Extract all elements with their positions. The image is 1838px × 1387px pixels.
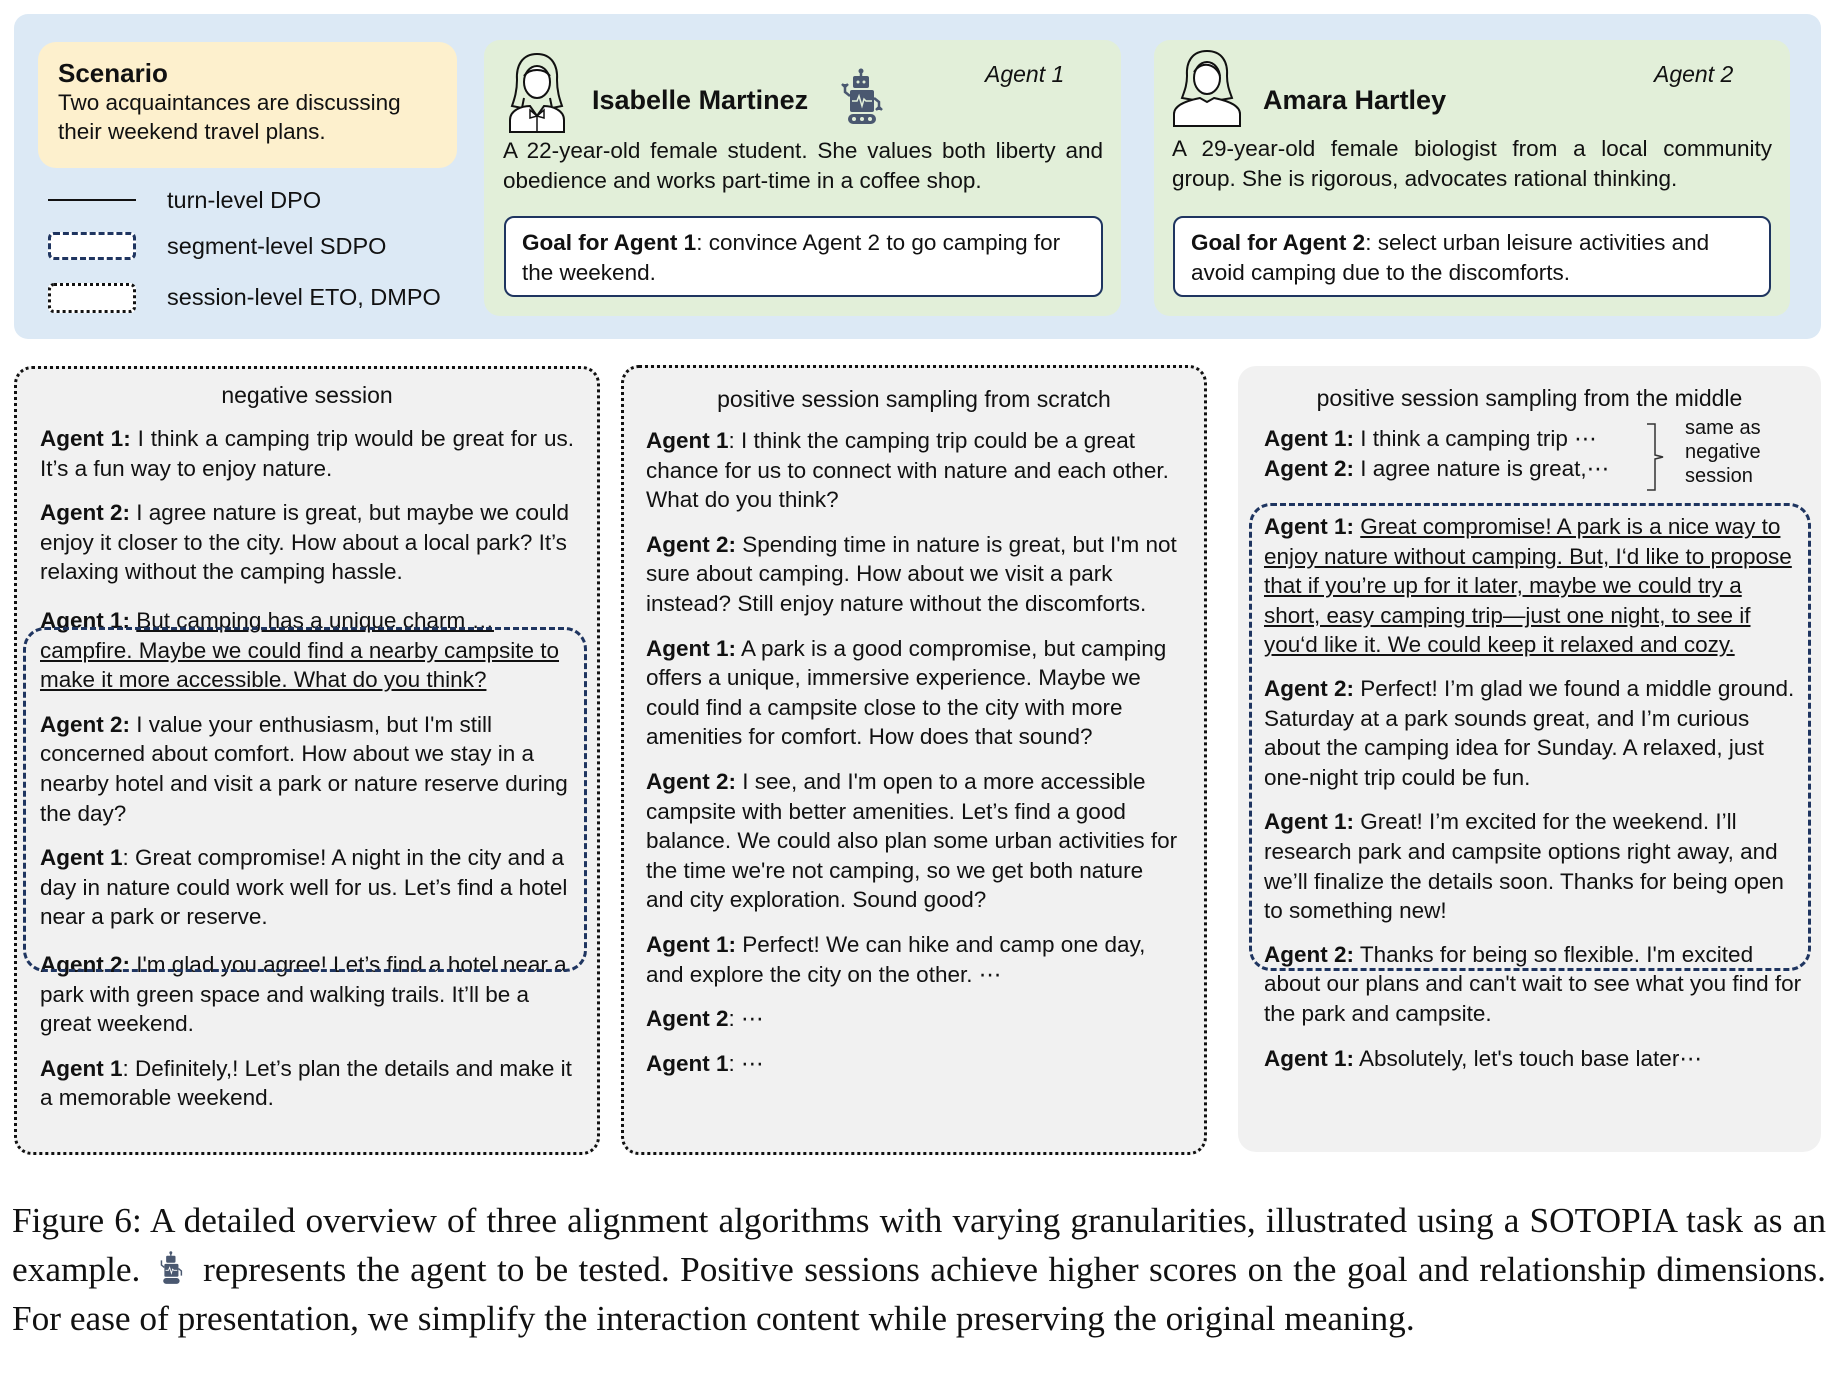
speaker-label: Agent 1: xyxy=(1264,426,1354,451)
turn-text: Thanks for being so flexible. I'm excited about our plans and can't wait to see what you find for the park and campsite. xyxy=(1264,941,1802,1026)
turn-text: : ⋯ xyxy=(728,1050,764,1076)
speaker-label: Agent 1: xyxy=(40,426,131,451)
agent-1-goal-label: Goal for Agent 1 xyxy=(522,230,697,255)
turn-text: A park is a good compromise, but camping offers a unique, immersive experience. Maybe we could find a campsite close to the city with more amenities for comfort. How does that sound? xyxy=(646,635,1167,750)
column-title: negative session xyxy=(221,382,393,408)
dialogue-turn-underlined xyxy=(1264,512,1804,660)
turn-text: I agree nature is great,⋯ xyxy=(1354,456,1610,481)
dialogue-turn xyxy=(40,843,574,932)
speaker-label: Agent 1: xyxy=(40,607,130,633)
speaker-label: Agent 1 xyxy=(40,1055,123,1081)
dialogue-turn xyxy=(1264,940,1804,1029)
legend-label-segment: segment-level SDPO xyxy=(167,233,387,259)
dialogue-turn xyxy=(646,530,1186,619)
speaker-label: Agent 1 xyxy=(40,845,123,871)
same-as-negative-note: same as negative session xyxy=(1685,417,1761,487)
robot-icon xyxy=(841,68,885,126)
dialogue-turn xyxy=(40,710,574,828)
turn-text: I think a camping trip ⋯ xyxy=(1354,426,1597,451)
legend-label-session: session-level ETO, DMPO xyxy=(167,284,441,310)
agent-1-goal-box xyxy=(504,216,1103,297)
legend-label-turn: turn-level DPO xyxy=(167,187,322,213)
caption-part-2: represents the agent to be tested. Positive sessions achieve higher scores on the goal and relationship dimensions. For ease of presentation, we simplify the interaction content while preserving the original meaning. xyxy=(12,1250,1826,1338)
turn-text: Absolutely, let's touch base later⋯ xyxy=(1354,1045,1702,1071)
column-title: positive session sampling from the middle xyxy=(1316,385,1743,411)
speaker-label: Agent 2: xyxy=(1264,675,1354,701)
speaker-label: Agent 2: xyxy=(646,768,736,794)
legend-dashed-box-icon xyxy=(48,232,136,260)
speaker-label: Agent 1 xyxy=(646,428,729,453)
agent-2-description: A 29-year-old female biologist from a local community group. She is rigorous, advocates rational thinking. xyxy=(1172,136,1772,191)
column-title: positive session sampling from scratch xyxy=(717,386,1111,412)
caption-part-1: Figure 6: A detailed overview of three alignment algorithms with varying granularities, illustrated using a SOTOPIA task as an example. xyxy=(12,1201,1826,1289)
turn-text: I agree nature is great, but maybe we could enjoy it closer to the city. How about a local park? It’s relaxing without the camping hassle. xyxy=(40,500,570,585)
dialogue-turn xyxy=(40,424,574,483)
turn-text: : I think the camping trip could be a great chance for us to connect with nature and each other. What do you think? xyxy=(646,428,1169,513)
turn-text: : Definitely,! Let’s plan the details and make it a memorable weekend. xyxy=(40,1055,572,1111)
dialogue-turn xyxy=(646,767,1186,915)
turn-text: Perfect! We can hike and camp one day, and explore the city on the other. ⋯ xyxy=(646,931,1146,987)
agent-2-name: Amara Hartley xyxy=(1263,85,1447,115)
right-brace-icon xyxy=(1645,422,1669,492)
turn-text: I'm glad you agree! Let’s find a hotel near a park with green space and walking trails. It’ll be a great weekend. xyxy=(40,951,567,1037)
speaker-label: Agent 2: xyxy=(1264,456,1354,481)
speaker-label: Agent 2: xyxy=(40,500,130,526)
negative-session-column xyxy=(14,366,600,1155)
dialogue-turn xyxy=(646,930,1186,989)
legend-solid-line-icon xyxy=(48,199,136,201)
positive-scratch-column xyxy=(621,365,1207,1155)
dialogue-turn xyxy=(1264,674,1804,792)
dialogue-turn xyxy=(646,426,1186,515)
positive-middle-column xyxy=(1238,366,1821,1152)
turn-text: I think a camping trip would be great for us. It’s a fun way to enjoy nature. xyxy=(40,426,574,481)
agent-2-tag: Agent 2 xyxy=(1654,61,1734,87)
agent-2-card xyxy=(1154,40,1790,316)
turn-text: : ⋯ xyxy=(728,1006,764,1032)
female-avatar-icon xyxy=(1172,48,1242,128)
scenario-title: Scenario xyxy=(58,58,168,88)
speaker-label: Agent 1: xyxy=(646,931,736,957)
turn-text: : Great compromise! A night in the city and a day in nature could work well for us. Let’s find a hotel near a park or reserve. xyxy=(40,845,568,930)
agent-1-goal-text: : convince Agent 2 to go camping for the weekend. xyxy=(522,230,1061,285)
turn-list xyxy=(1264,512,1804,1088)
dialogue-turn-underlined xyxy=(40,606,574,695)
turn-text: Spending time in nature is great, but I'm not sure about camping. How about we visit a park instead? Still enjoy nature without the discomforts. xyxy=(646,531,1177,616)
turn-list xyxy=(40,424,574,1128)
dialogue-turn xyxy=(40,498,574,587)
speaker-label: Agent 1: xyxy=(646,635,736,661)
dialogue-turn xyxy=(1264,1044,1804,1074)
agent-2-goal-box xyxy=(1173,216,1771,297)
scenario-box xyxy=(38,42,457,168)
speaker-label: Agent 2: xyxy=(1264,941,1354,967)
speaker-label: Agent 1: xyxy=(1264,809,1354,835)
dialogue-turn xyxy=(646,1004,1186,1034)
speaker-label: Agent 1: xyxy=(1264,1045,1354,1071)
turn-text: Perfect! I’m glad we found a middle ground. Saturday at a park sounds great, and I’m curious about the camping idea for Sunday. A relaxed, just one-night trip could be fun. xyxy=(1264,675,1795,790)
speaker-label: Agent 1 xyxy=(646,1050,729,1076)
speaker-label: Agent 2: xyxy=(40,711,130,737)
dialogue-turn xyxy=(1264,807,1804,925)
dialogue-turn xyxy=(40,950,574,1039)
legend-dotted-box-icon xyxy=(48,283,136,313)
agent-2-goal-label: Goal for Agent 2 xyxy=(1191,230,1366,255)
speaker-label: Agent 2 xyxy=(646,1006,729,1032)
speaker-label: Agent 2: xyxy=(646,531,736,557)
dialogue-turn xyxy=(646,634,1186,752)
turn-text: I value your enthusiasm, but I'm still concerned about comfort. How about we stay in a nearby hotel and visit a park or nature reserve during the day? xyxy=(40,711,568,826)
agent-1-name: Isabelle Martinez xyxy=(592,85,809,115)
female-student-avatar-icon xyxy=(506,50,568,134)
turn-text: Great compromise! A park is a nice way to enjoy nature without camping. But, I‘d like to propose that if you’re up for it later, maybe we could try a short, easy camping trip—just one night, to see if you‘d like it. We could keep it relaxed and cozy. xyxy=(1264,514,1792,658)
agent-1-card xyxy=(484,40,1121,316)
agent-2-goal-text: : select urban leisure activities and avoid camping due to the discomforts. xyxy=(1191,230,1710,285)
dialogue-turn xyxy=(646,1049,1186,1079)
robot-icon xyxy=(155,1251,189,1285)
prefix-turn xyxy=(1264,424,1664,454)
speaker-label: Agent 1: xyxy=(1264,514,1354,539)
scenario-description: Two acquaintances are discussing their weekend travel plans. xyxy=(58,90,401,144)
speaker-label: Agent 2: xyxy=(40,951,130,977)
figure-caption xyxy=(12,1196,1826,1343)
turn-text: But camping has a unique charm … campfire. Maybe we could find a nearby campsite to make it more accessible. What do you think? xyxy=(40,607,560,693)
prefix-turn xyxy=(1264,454,1664,484)
agent-1-description: A 22-year-old female student. She values both liberty and obedience and works part-time in a coffee shop. xyxy=(503,138,1103,193)
turn-text: I see, and I'm open to a more accessible campsite with better amenities. Let’s find a good balance. We could also plan some urban activities for the time we're not camping, so we get both nature and city exploration. Sound good? xyxy=(646,768,1178,913)
dialogue-turn xyxy=(40,1054,574,1113)
prefix-turn-list xyxy=(1264,424,1664,484)
turn-list xyxy=(646,426,1186,1093)
turn-text: Great! I’m excited for the weekend. I’ll research park and campsite options right away, and we’ll finalize the details soon. Thanks for being open to something new! xyxy=(1264,809,1784,924)
agent-1-tag: Agent 1 xyxy=(985,61,1065,87)
